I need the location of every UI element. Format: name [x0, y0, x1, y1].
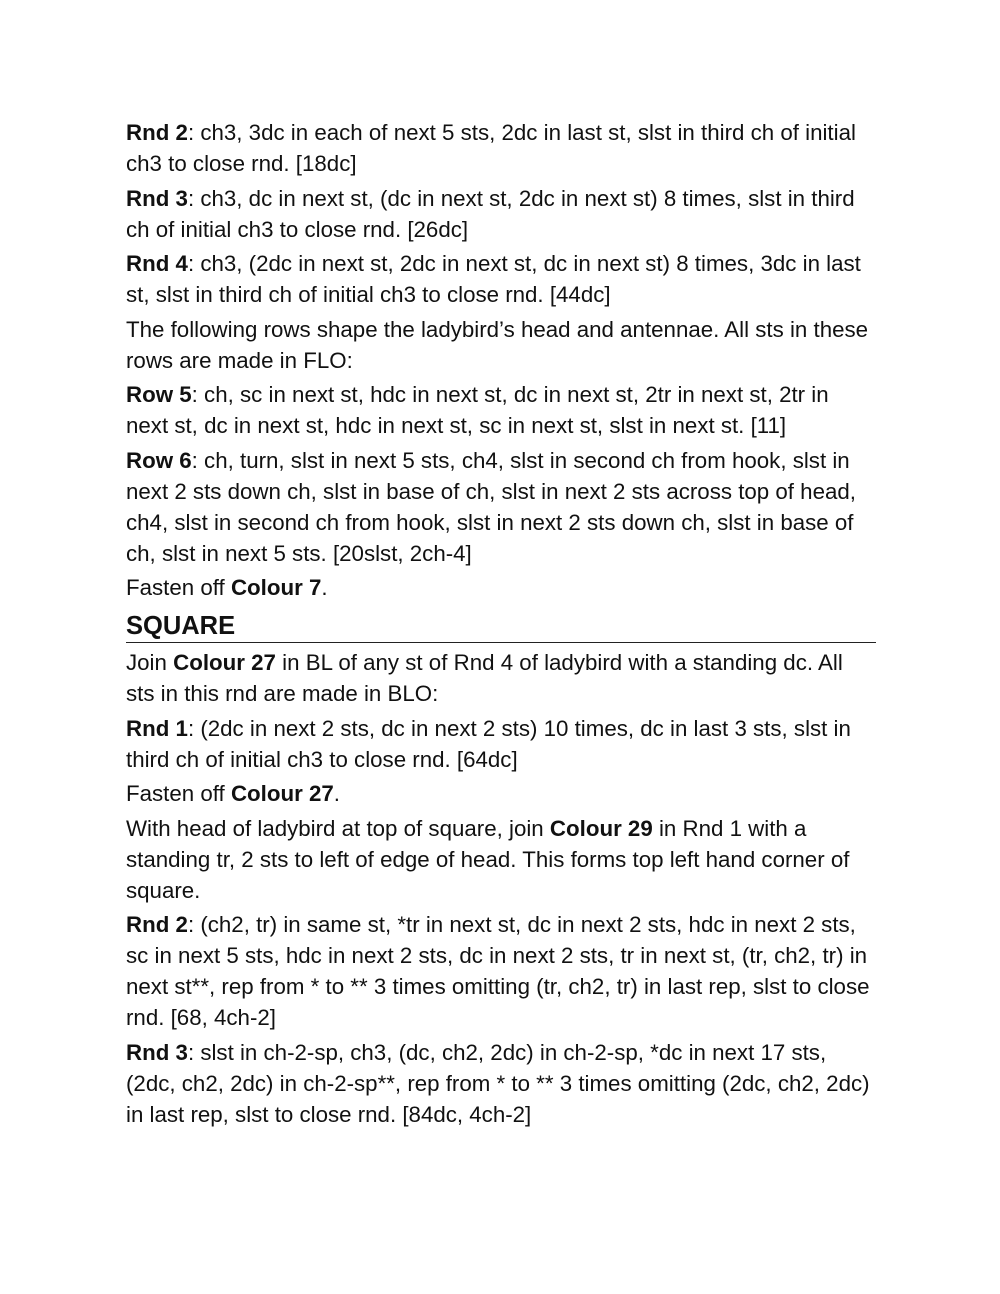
step-label: Rnd 4 [126, 251, 188, 276]
note-text: The following rows shape the ladybird’s head and antennae. All sts in these rows are made in FLO: [126, 316, 869, 373]
colour-label: Colour 7 [230, 575, 322, 600]
step-text: : (ch2, tr) in same st, *tr in next st, dc in next 2 sts, hdc in next 2 sts, sc in next 5 sts, hdc in next 2 sts, dc in next 2 sts, tr in next st, (tr, ch2, tr) in next st**, rep from * to ** 3 times omitting (tr, ch2, tr) in last rep, slst to close rnd. [68, 4ch-2] [126, 912, 870, 1030]
text-pre: Fasten off [126, 781, 231, 806]
section-heading-square: SQUARE [126, 611, 876, 643]
step-label: Rnd 3 [126, 1039, 188, 1065]
instruction-join-colour-29 [126, 813, 876, 906]
pattern-page [126, 117, 876, 1133]
step-label: Rnd 2 [126, 912, 188, 937]
colour-label: Colour 27 [230, 781, 334, 806]
step-text: : (2dc in next 2 sts, dc in next 2 sts) 10 times, dc in last 3 sts, slst in third ch of initial ch3 to close rnd. [64dc] [126, 715, 851, 772]
step-label: Row 5 [126, 382, 192, 407]
instruction-rnd-4 [126, 248, 876, 310]
step-text: : ch3, (2dc in next st, 2dc in next st, dc in next st) 8 times, 3dc in last st, slst in third ch of initial ch3 to close rnd. [44dc] [126, 251, 861, 307]
colour-label: Colour 29 [549, 815, 653, 841]
step-text: : ch, turn, slst in next 5 sts, ch4, slst in second ch from hook, slst in next 2 sts down ch, slst in base of ch, slst in next 2 sts across top of head, ch4, slst in second ch from hook, slst in next 2 sts down ch, slst in base of ch, slst in next 5 sts. [20slst, 2ch-4] [126, 447, 856, 566]
instruction-square-rnd-3 [126, 1037, 876, 1130]
step-text: : slst in ch-2-sp, ch3, (dc, ch2, 2dc) in ch-2-sp, *dc in next 17 sts, (2dc, ch2, 2dc) in ch-2-sp**, rep from * to ** 3 times omitting (2dc, ch2, 2dc) in last rep, slst to close rnd. [84dc, 4ch-2] [126, 1039, 870, 1127]
step-label: Rnd 3 [126, 185, 188, 211]
step-label: Row 6 [126, 447, 192, 473]
step-label: Rnd 1 [126, 715, 188, 741]
step-text: : ch3, dc in next st, (dc in next st, 2dc in next st) 8 times, slst in third ch of initial ch3 to close rnd. [26dc] [126, 185, 855, 242]
text-post: . [333, 781, 340, 806]
text-pre: With head of ladybird at top of square, join [126, 815, 550, 841]
instruction-fasten-off-7 [126, 572, 876, 603]
instruction-square-rnd-1 [126, 713, 876, 775]
instruction-join-colour-27 [126, 647, 876, 709]
instruction-square-rnd-2 [126, 909, 876, 1033]
instruction-row-6 [126, 445, 876, 569]
instruction-row-5 [126, 379, 876, 441]
step-text: : ch3, 3dc in each of next 5 sts, 2dc in last st, slst in third ch of initial ch3 to close rnd. [18dc] [126, 120, 856, 176]
text-pre: Fasten off [126, 575, 231, 600]
instruction-fasten-off-27 [126, 778, 876, 809]
text-post: in BL of any st of Rnd 4 of ladybird with a standing dc. All sts in this rnd are made in BLO: [126, 650, 843, 706]
instruction-note-head [126, 314, 876, 376]
step-label: Rnd 2 [126, 120, 188, 145]
instruction-rnd-3 [126, 183, 876, 245]
text-post: . [321, 575, 328, 600]
text-pre: Join [126, 650, 174, 675]
colour-label: Colour 27 [173, 650, 276, 675]
instruction-rnd-2 [126, 117, 876, 179]
step-text: : ch, sc in next st, hdc in next st, dc in next st, 2tr in next st, 2tr in next st, dc in next st, hdc in next st, sc in next st, slst in next st. [11] [126, 382, 829, 438]
text-post: in Rnd 1 with a standing tr, 2 sts to left of edge of head. This forms top left hand corner of square. [126, 815, 850, 903]
